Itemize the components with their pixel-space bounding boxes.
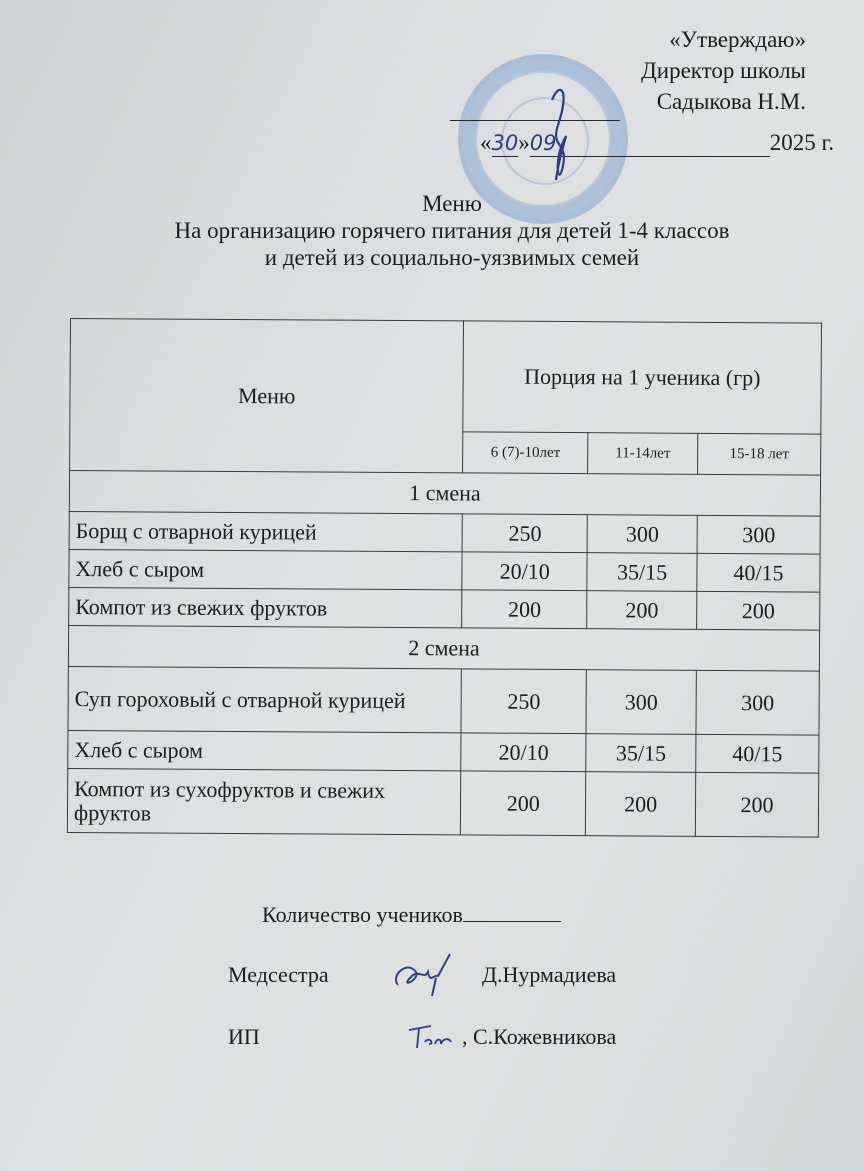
shift-header: 1 смена [69, 471, 820, 517]
portion-value: 300 [696, 670, 819, 735]
portion-value: 35/15 [586, 734, 696, 773]
nurse-signature-icon [388, 950, 458, 1000]
table-row [69, 549, 820, 592]
date-day: 30 [491, 131, 519, 155]
table-row [69, 511, 820, 554]
date-year: 2025 г. [769, 130, 835, 155]
age-group-header: 15-18 лет [698, 433, 821, 475]
portion-value: 200 [695, 772, 818, 837]
table-row [68, 666, 819, 735]
title-audience: и детей из социально-уязвимых семей [264, 245, 640, 270]
dish-name: Хлеб с сыром [69, 549, 463, 589]
shift-header: 2 смена [68, 625, 819, 671]
students-count [262, 902, 561, 928]
document-title [0, 190, 864, 271]
dish-name: Борщ с отварной курицей [69, 511, 463, 551]
portion-value: 35/15 [587, 553, 697, 592]
portion-value: 200 [697, 591, 820, 630]
students-count-label: Количество учеников [262, 902, 463, 927]
dish-name: Компот из свежих фруктов [69, 587, 463, 627]
portion-value: 300 [586, 670, 696, 735]
dish-name: Суп гороховый с отварной курицей [68, 666, 462, 732]
header-portion: Порция на 1 ученика (гр) [463, 321, 821, 434]
portion-value: 250 [461, 669, 586, 734]
portion-value: 200 [586, 772, 696, 837]
title-purpose: На организацию горячего питания для детей 1-4 классов [174, 218, 730, 243]
approval-block [641, 24, 806, 117]
portion-value: 200 [461, 771, 586, 836]
table-row [69, 587, 820, 630]
ip-role: ИП [228, 1024, 260, 1049]
portion-value: 300 [697, 515, 820, 554]
portion-value: 250 [462, 514, 587, 553]
date-month: 09 [529, 131, 557, 155]
approval-date: «30»09 2025 г. [480, 130, 835, 155]
age-group-header: 6 (7)-10лет [463, 432, 588, 474]
dish-name: Компот из сухофруктов и свежих фруктов [67, 768, 461, 834]
approver-name: Садыкова Н.М. [656, 89, 806, 114]
menu-table [67, 318, 822, 838]
approval-title: «Утверждаю» [669, 27, 806, 52]
nurse-role: Медсестра [228, 962, 329, 987]
ip-signature-icon [405, 1020, 460, 1055]
director-signature-icon [530, 80, 590, 190]
portion-value: 200 [587, 591, 697, 630]
header-menu: Меню [70, 319, 464, 473]
students-count-blank [463, 903, 561, 922]
title-menu: Меню [422, 191, 482, 216]
portion-value: 300 [587, 515, 697, 554]
age-group-header: 11-14лет [588, 433, 698, 475]
dish-name: Хлеб с сыром [68, 730, 462, 770]
table-row [68, 730, 819, 773]
approver-position: Директор школы [641, 58, 806, 83]
portion-value: 20/10 [462, 552, 587, 591]
table-row [67, 768, 818, 837]
portion-value: 20/10 [461, 733, 586, 772]
portion-value: 40/15 [696, 734, 819, 773]
nurse-name: Д.Нурмадиева [482, 962, 617, 987]
portion-value: 40/15 [697, 553, 820, 592]
ip-name: , С.Кожевникова [462, 1024, 617, 1049]
portion-value: 200 [462, 590, 587, 629]
